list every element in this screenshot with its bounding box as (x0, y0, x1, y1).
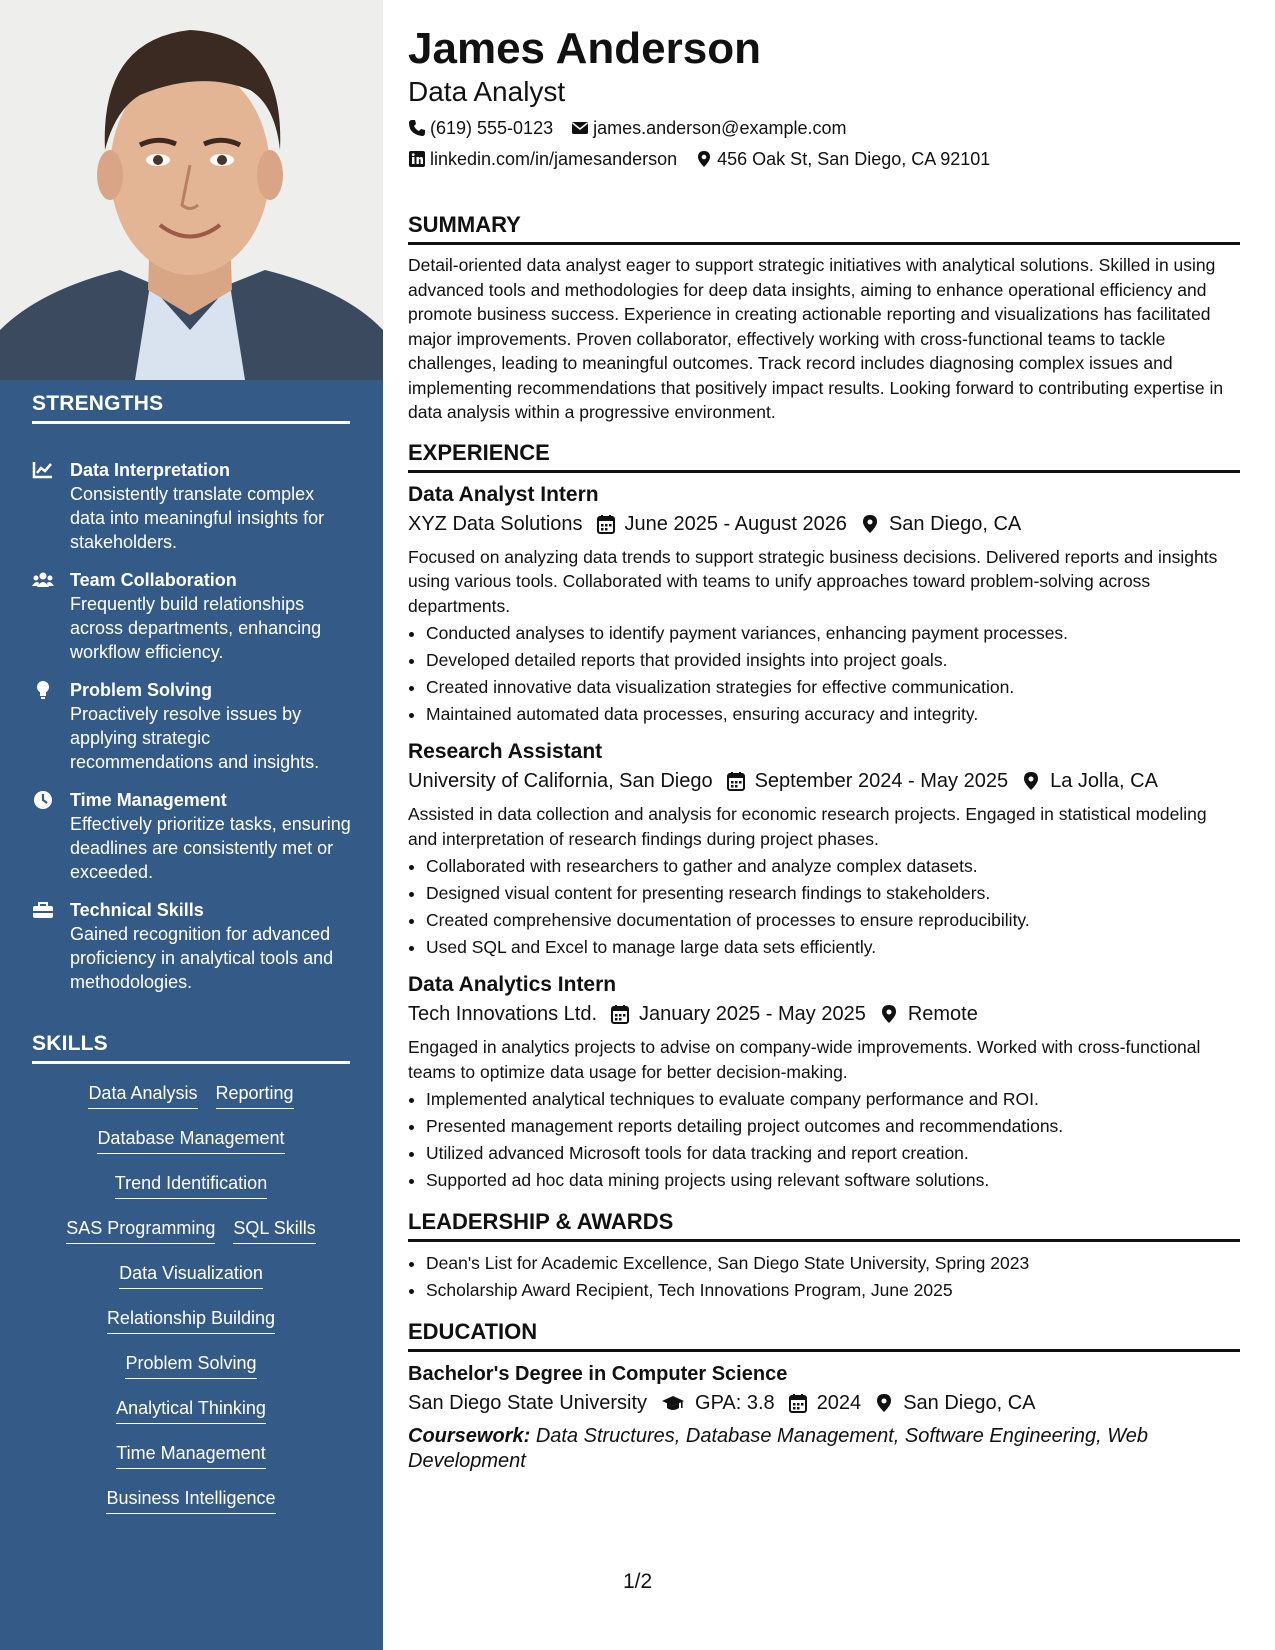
strength-title: Team Collaboration (70, 570, 237, 590)
list-item: • Developed detailed reports that provided insights into project goals. (426, 647, 1240, 674)
leadership-heading: LEADERSHIP & AWARDS (408, 1208, 1240, 1242)
graduation-cap-icon (661, 1393, 685, 1413)
map-marker-icon (875, 1393, 893, 1413)
profile-photo (0, 0, 383, 380)
company-name: Tech Innovations Ltd. (408, 1003, 598, 1025)
linkedin-link[interactable]: linkedin.com/in/jamesanderson (430, 149, 678, 169)
job-bullets (408, 1086, 1240, 1194)
job-description: Engaged in analytics projects to advise on company-wide improvements. Worked with cross-functional teams to optimize data usage for better decision-making. (408, 1037, 1201, 1082)
job-description: Assisted in data collection and analysis for economic research projects. Engaged in statistical modeling and interpretation of research findings during project phases. (408, 804, 1207, 849)
strength-description: Effectively prioritize tasks, ensuring deadlines are consistently met or exceeded. (70, 814, 351, 882)
coursework (408, 1424, 1240, 1474)
page-number: 1/2 (623, 1570, 653, 1593)
awards-list (408, 1250, 1240, 1304)
envelope-icon (571, 119, 589, 137)
skill-tag: SQL Skills (233, 1215, 315, 1244)
job-meta (408, 509, 1240, 539)
strength-title: Time Management (70, 790, 227, 810)
job-meta (408, 999, 1240, 1029)
school-name: San Diego State University (408, 1392, 648, 1414)
summary-text: Detail-oriented data analyst eager to support strategic initiatives with analytical solutions. Skilled in using advanced tools and methodologies for deep data insights, aiming to enhance operational efficiency and promote business success. Experience in creating actionable reporting and visualizations has facilitated major improvements. Proven collaborator, effectively working with cross-functional teams to tackle challenges, leading to meaningful outcomes. Track record includes diagnosing complex issues and implementing recommendations that positively impact results. Looking forward to contributing expertise in data analysis within a progressive environment. (408, 255, 1224, 422)
strengths-heading: STRENGTHS (32, 392, 350, 424)
education-meta (408, 1388, 1240, 1418)
linkedin-icon (408, 150, 426, 168)
phone-number[interactable]: (619) 555-0123 (430, 118, 554, 138)
job-entry (408, 481, 1240, 729)
company-name: XYZ Data Solutions (408, 512, 583, 535)
education-heading: EDUCATION (408, 1318, 1240, 1352)
job-title: Data Analytics Intern (408, 973, 617, 996)
strength-description: Frequently build relationships across departments, enhancing workflow efficiency. (70, 594, 322, 662)
job-meta (408, 766, 1240, 796)
skill-tag: Reporting (216, 1080, 294, 1109)
skill-tag: Database Management (97, 1125, 284, 1154)
job-location: San Diego, CA (888, 512, 1022, 535)
list-item: • Implemented analytical techniques to evaluate company performance and ROI. (426, 1086, 1240, 1113)
list-item: • Collaborated with researchers to gather and analyze complex datasets. (426, 853, 1240, 880)
job-bullets (408, 853, 1240, 961)
main-content (408, 22, 1240, 1474)
list-item: • Dean's List for Academic Excellence, San Diego State University, Spring 2023 (426, 1250, 1240, 1277)
lightbulb-icon (32, 680, 54, 700)
job-bullets (408, 620, 1240, 728)
gpa: GPA: 3.8 (695, 1392, 775, 1414)
strength-description: Proactively resolve issues by applying strategic recommendations and insights. (70, 704, 320, 772)
contact-row (408, 116, 1240, 140)
skill-tag: Business Intelligence (106, 1485, 275, 1514)
email-link[interactable]: james.anderson@example.com (593, 118, 847, 138)
summary-heading: SUMMARY (408, 211, 1240, 245)
job-dates: June 2025 - August 2026 (624, 512, 847, 535)
skill-tag: Data Visualization (119, 1260, 263, 1289)
list-item: • Maintained automated data processes, ensuring accuracy and integrity. (426, 701, 1240, 728)
clock-icon (32, 790, 54, 810)
users-icon (32, 570, 54, 590)
map-marker-icon (880, 1004, 898, 1024)
strength-item (32, 788, 352, 884)
strength-title: Technical Skills (70, 900, 204, 920)
job-location: La Jolla, CA (1050, 770, 1158, 792)
strength-item (32, 458, 352, 554)
skill-tag: Problem Solving (125, 1350, 256, 1379)
skill-tag: Relationship Building (107, 1305, 275, 1334)
graduation-year: 2024 (816, 1392, 862, 1414)
list-item: • Supported ad hoc data mining projects using relevant software solutions. (426, 1167, 1240, 1194)
calendar-icon (597, 514, 615, 534)
coursework-label: Coursework: (408, 1425, 531, 1447)
sidebar (0, 0, 383, 1650)
list-item: • Used SQL and Excel to manage large data sets efficiently. (426, 934, 1240, 961)
school-location: San Diego, CA (903, 1392, 1036, 1414)
strength-item (32, 568, 352, 664)
job-entry (408, 971, 1240, 1194)
strength-item (32, 898, 352, 994)
candidate-name: James Anderson (408, 24, 761, 73)
skills-heading: SKILLS (32, 1032, 350, 1064)
calendar-icon (727, 771, 745, 791)
list-item: • Created comprehensive documentation of processes to ensure reproducibility. (426, 907, 1240, 934)
skill-tag: Data Analysis (88, 1080, 197, 1109)
job-dates: September 2024 - May 2025 (754, 770, 1009, 792)
job-dates: January 2025 - May 2025 (639, 1003, 866, 1025)
strength-title: Data Interpretation (70, 460, 231, 480)
list-item: • Designed visual content for presenting research findings to stakeholders. (426, 880, 1240, 907)
list-item: • Utilized advanced Microsoft tools for data tracking and report creation. (426, 1140, 1240, 1167)
job-entry (408, 738, 1240, 961)
job-title: Research Assistant (408, 740, 603, 763)
skill-tag: Time Management (116, 1440, 265, 1469)
job-description: Focused on analyzing data trends to support strategic business decisions. Delivered reports and insights using various tools. Collaborated with teams to unify approaches toward problem-solving across departments. (408, 546, 1218, 616)
degree-title: Bachelor's Degree in Computer Science (408, 1363, 788, 1385)
list-item: • Created innovative data visualization strategies for effective communication. (426, 674, 1240, 701)
address: 456 Oak St, San Diego, CA 92101 (717, 149, 991, 169)
calendar-icon (611, 1004, 629, 1024)
coursework-list: Data Structures, Database Management, Software Engineering, Web Development (408, 1425, 1148, 1472)
skill-tag: SAS Programming (66, 1215, 215, 1244)
candidate-role: Data Analyst (408, 76, 566, 107)
map-marker-icon (1022, 771, 1040, 791)
list-item: • Scholarship Award Recipient, Tech Innovations Program, June 2025 (426, 1277, 1240, 1304)
list-item: • Conducted analyses to identify payment variances, enhancing payment processes. (426, 620, 1240, 647)
strength-item (32, 678, 352, 774)
job-title: Data Analyst Intern (408, 482, 599, 506)
phone-icon (408, 119, 426, 137)
contact-row (408, 147, 1240, 171)
skill-tag: Trend Identification (115, 1170, 267, 1199)
map-marker-icon (695, 150, 713, 168)
strengths-list (32, 458, 352, 1008)
toolbox-icon (32, 900, 54, 920)
strength-description: Consistently translate complex data into meaningful insights for stakeholders. (70, 484, 325, 552)
strength-title: Problem Solving (70, 680, 213, 700)
company-name: University of California, San Diego (408, 770, 713, 792)
experience-heading: EXPERIENCE (408, 439, 1240, 473)
chart-line-icon (32, 460, 54, 480)
list-item: • Presented management reports detailing project outcomes and recommendations. (426, 1113, 1240, 1140)
calendar-icon (789, 1393, 807, 1413)
skill-tag: Analytical Thinking (116, 1395, 266, 1424)
skills-list (32, 1080, 350, 1530)
strength-description: Gained recognition for advanced proficiency in analytical tools and methodologies. (70, 924, 334, 992)
job-location: Remote (907, 1003, 978, 1025)
map-marker-icon (861, 514, 879, 534)
